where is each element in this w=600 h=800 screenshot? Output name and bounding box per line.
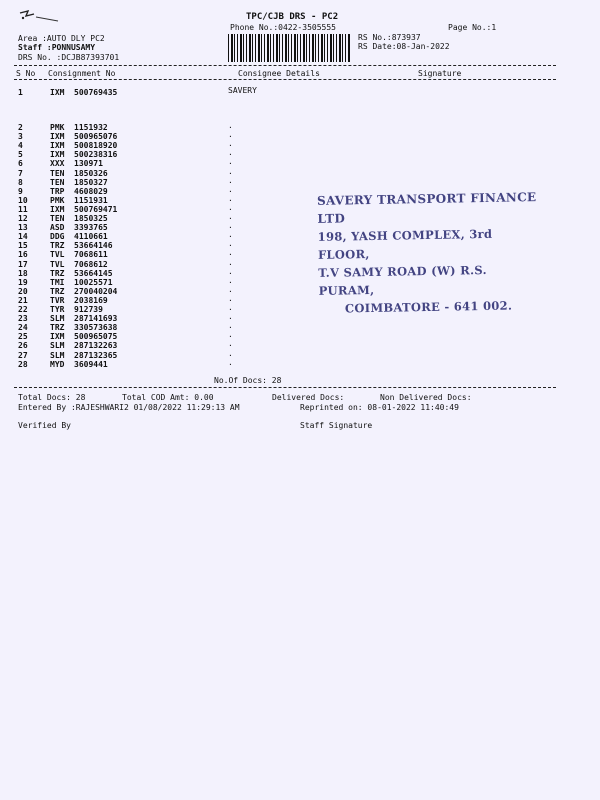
- page-number: Page No.:1: [448, 23, 497, 32]
- column-header-signature: Signature: [418, 69, 462, 78]
- row-code: TVL: [50, 250, 65, 260]
- row-code: PMK: [50, 195, 65, 205]
- consignee-placeholder: ·: [228, 295, 233, 305]
- row-number: 287132365: [74, 350, 118, 360]
- row-number: 7068612: [74, 259, 108, 269]
- column-header-sno: S No: [16, 69, 36, 78]
- row-code: TRP: [50, 186, 65, 196]
- table-row: [14, 360, 274, 370]
- row-number: 1850325: [74, 214, 108, 223]
- row-number: 2038169: [74, 295, 108, 305]
- consignee-placeholder: ·: [228, 150, 233, 160]
- consignee-placeholder: ·: [228, 159, 233, 169]
- row-code: IXM: [50, 132, 65, 142]
- row-code: TEN: [50, 177, 65, 187]
- consignee-placeholder: ·: [228, 223, 233, 233]
- stamp-line-2: 198, YASH COMPLEX, 3rd FLOOR,: [317, 226, 493, 262]
- column-header-consignee: Consignee Details: [238, 69, 320, 78]
- row-number: 287141693: [74, 314, 118, 324]
- row-sno: 6: [18, 159, 23, 169]
- entered-by: Entered By :RAJESHWARI2 01/08/2022 11:29:13 AM: [18, 403, 240, 412]
- row-number: 1850327: [74, 177, 108, 187]
- row-number: 53664146: [74, 241, 113, 251]
- row-number: 4608029: [74, 186, 108, 196]
- row-number: 1850326: [74, 168, 108, 178]
- consignee-placeholder: ·: [228, 286, 233, 296]
- row-sno: 11: [18, 204, 28, 214]
- row-sno: 10: [18, 195, 28, 205]
- phone-number: Phone No.:0422-3505555: [230, 23, 336, 32]
- row-sno: 7: [18, 168, 23, 178]
- row-number: 10025571: [74, 277, 113, 287]
- row-sno: 3: [18, 132, 23, 142]
- row-code: TYR: [50, 305, 65, 314]
- row-sno: 2: [18, 123, 23, 132]
- rs-number: RS No.:873937: [358, 33, 421, 42]
- company-stamp: [317, 188, 539, 318]
- stamp-line-4: COIMBATORE - 641 002.: [344, 298, 513, 316]
- row-number: 912739: [74, 305, 103, 314]
- area-label: Area :AUTO DLY PC2: [18, 34, 105, 43]
- consignee-placeholder: ·: [228, 177, 233, 187]
- stamp-line-3: T.V SAMY ROAD (W) R.S. PURAM,: [318, 262, 487, 298]
- row-number: 330573638: [74, 323, 118, 333]
- row-code: ASD: [50, 223, 65, 233]
- row-code: TRZ: [50, 241, 65, 251]
- consignee-placeholder: ·: [228, 204, 233, 214]
- column-header-consignment: Consignment No: [48, 69, 116, 78]
- row-number: 3393765: [74, 223, 108, 233]
- consignee-placeholder: ·: [228, 314, 233, 324]
- row-sno: 8: [18, 177, 23, 187]
- consignee-placeholder: ·: [228, 195, 233, 205]
- drs-number: DRS No. :DCJB87393701: [18, 53, 120, 62]
- document-title: TPC/CJB DRS - PC2: [246, 12, 339, 22]
- row-sno: 16: [18, 250, 28, 260]
- consignee-name: SAVERY: [228, 86, 257, 95]
- row-sno: 17: [18, 259, 28, 269]
- consignee-placeholder: ·: [228, 341, 233, 351]
- row-number: 500965076: [74, 132, 118, 142]
- staff-signature-label: Staff Signature: [300, 421, 373, 430]
- delivered-docs: Delivered Docs:: [272, 393, 345, 402]
- row-sno: 26: [18, 341, 28, 351]
- row-number: 500965075: [74, 332, 118, 342]
- row-sno: 19: [18, 277, 28, 287]
- row-sno: 20: [18, 286, 28, 296]
- row-sno: 24: [18, 323, 28, 333]
- row-number: 1151931: [74, 195, 108, 205]
- row-sno: 22: [18, 305, 28, 314]
- row-number: 4110661: [74, 232, 108, 242]
- consignee-placeholder: ·: [228, 168, 233, 178]
- row-number: 270040204: [74, 286, 118, 296]
- row-code: SLM: [50, 314, 65, 324]
- row-number: 7068611: [74, 250, 108, 260]
- row-code: TRZ: [50, 268, 65, 278]
- row-sno: 23: [18, 314, 28, 324]
- row-sno: 12: [18, 214, 28, 223]
- row-code: TRZ: [50, 286, 65, 296]
- header-divider: [14, 65, 556, 66]
- row-sno: 1: [18, 88, 23, 97]
- row-sno: 27: [18, 350, 28, 360]
- row-code: XXX: [50, 159, 65, 169]
- consignee-placeholder: ·: [228, 241, 233, 251]
- row-code: TRZ: [50, 323, 65, 333]
- row-sno: 13: [18, 223, 28, 233]
- row-code: TVL: [50, 259, 65, 269]
- footer-divider: [14, 387, 556, 388]
- row-code: TEN: [50, 168, 65, 178]
- reprinted-on: Reprinted on: 08-01-2022 11:40:49: [300, 403, 459, 412]
- row-code: DDG: [50, 232, 65, 242]
- row-code: IXM: [50, 332, 65, 342]
- consignee-placeholder: ·: [228, 186, 233, 196]
- row-number: 3609441: [74, 359, 108, 369]
- no-of-docs: No.Of Docs: 28: [214, 376, 282, 385]
- row-sno: 25: [18, 332, 28, 342]
- consignee-placeholder: ·: [228, 123, 233, 132]
- row-number: 500769435: [74, 88, 118, 97]
- row-number: 53664145: [74, 268, 113, 278]
- row-sno: 4: [18, 141, 23, 151]
- consignee-placeholder: ·: [228, 132, 233, 142]
- staff-label: Staff :PONNUSAMY: [18, 43, 96, 52]
- row-code: SLM: [50, 350, 65, 360]
- rs-date: RS Date:08-Jan-2022: [358, 42, 450, 51]
- row-code: IXM: [50, 204, 65, 214]
- non-delivered-docs: Non Delivered Docs:: [380, 393, 472, 402]
- consignee-placeholder: ·: [228, 323, 233, 333]
- row-code: TVR: [50, 295, 65, 305]
- row-code: PMK: [50, 123, 65, 132]
- row-sno: 18: [18, 268, 28, 278]
- consignee-placeholder: ·: [228, 277, 233, 287]
- consignee-placeholder: ·: [228, 305, 233, 314]
- consignee-placeholder: ·: [228, 232, 233, 242]
- row-sno: 9: [18, 186, 23, 196]
- total-docs: Total Docs: 28: [18, 393, 86, 402]
- company-logo-icon: [18, 7, 62, 23]
- verified-by-label: Verified By: [18, 421, 71, 430]
- consignee-placeholder: ·: [228, 332, 233, 342]
- row-number: 1151932: [74, 123, 108, 132]
- consignee-placeholder: ·: [228, 214, 233, 223]
- row-number: 500238316: [74, 150, 118, 160]
- row-code: SLM: [50, 341, 65, 351]
- row-code: IXM: [50, 150, 65, 160]
- row-sno: 21: [18, 295, 28, 305]
- consignee-placeholder: ·: [228, 250, 233, 260]
- consignee-placeholder: ·: [228, 350, 233, 360]
- consignee-placeholder: ·: [228, 141, 233, 151]
- row-code: MYD: [50, 359, 65, 369]
- row-sno: 5: [18, 150, 23, 160]
- row-number: 287132263: [74, 341, 118, 351]
- consignee-placeholder: ·: [228, 259, 233, 269]
- row-code: TEN: [50, 214, 65, 223]
- row-sno: 15: [18, 241, 28, 251]
- barcode: [228, 34, 350, 62]
- total-cod-amount: Total COD Amt: 0.00: [122, 393, 214, 402]
- row-sno: 14: [18, 232, 28, 242]
- row-sno: 28: [18, 359, 28, 369]
- consignee-placeholder: ·: [228, 268, 233, 278]
- row-number: 500769471: [74, 204, 118, 214]
- stamp-line-1: SAVERY TRANSPORT FINANCE LTD: [316, 190, 537, 226]
- row-code: IXM: [50, 141, 65, 151]
- consignee-placeholder: ·: [228, 359, 233, 369]
- row-number: 500818920: [74, 141, 118, 151]
- row-code: TMI: [50, 277, 65, 287]
- column-divider: [14, 79, 556, 80]
- row-number: 130971: [74, 159, 103, 169]
- row-code: IXM: [50, 88, 65, 97]
